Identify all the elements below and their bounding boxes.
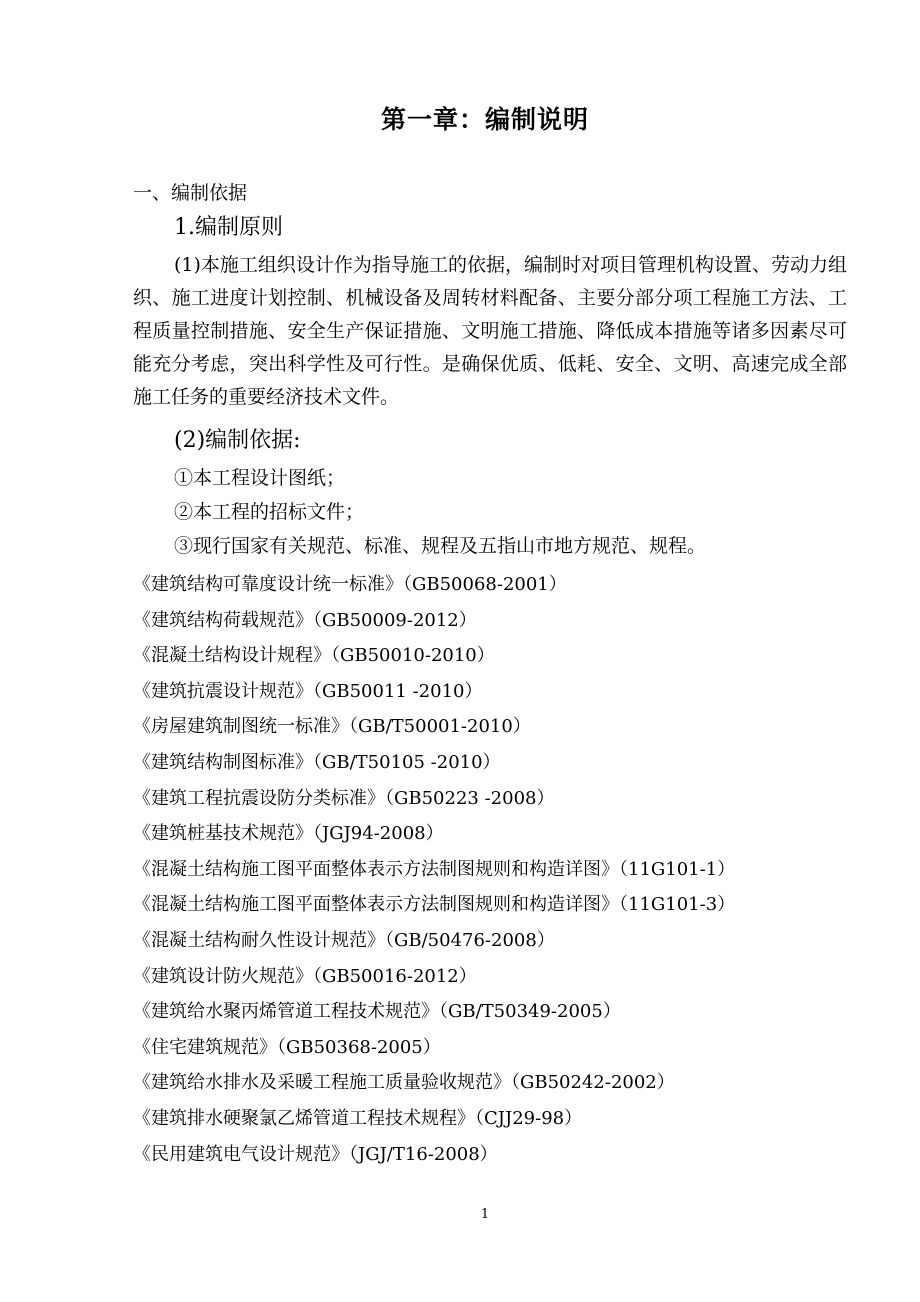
standard-item: 《混凝土结构耐久性设计规范》（GB/50476-2008） [133, 929, 555, 951]
sub-heading: 1.编制原则 [174, 215, 283, 240]
standard-item: 《民用建筑电气设计规范》（JGJ/T16-2008） [133, 1143, 498, 1165]
chapter-title: 第一章：编制说明 [380, 105, 589, 134]
standard-item: 《建筑给水排水及采暖工程施工质量验收规范》（GB50242-2002） [133, 1072, 675, 1094]
standard-item: 《建筑桩基技术规范》（JGJ94-2008） [133, 823, 444, 845]
standard-item: 《混凝土结构施工图平面整体表示方法制图规则和构造详图》（11G101-1） [133, 858, 736, 880]
standard-item: 《建筑设计防火规范》（GB50016-2012） [133, 965, 477, 987]
basis-item: ①本工程设计图纸； [174, 467, 346, 489]
standard-item: 《房屋建筑制图统一标准》（GB/T50001-2010） [133, 716, 531, 738]
standard-item: 《住宅建筑规范》（GB50368-2005） [133, 1036, 441, 1058]
standard-item: 《建筑抗震设计规范》（GB50011 -2010） [133, 680, 483, 702]
basis-item: ③现行国家有关规范、标准、规程及五指山市地方规范、规程。 [174, 535, 707, 557]
standard-item: 《混凝土结构施工图平面整体表示方法制图规则和构造详图》（11G101-3） [133, 894, 736, 916]
page-number: 1 [480, 1207, 490, 1222]
section-heading: 一、编制依据 [133, 182, 248, 204]
standard-item: 《混凝土结构设计规程》（GB50010-2010） [133, 645, 495, 667]
standard-item: 《建筑工程抗震设防分类标准》（GB50223 -2008） [133, 787, 555, 809]
basis-item: ②本工程的招标文件； [174, 501, 365, 523]
principle-paragraph: (1)本施工组织设计作为指导施工的依据，编制时对项目管理机构设置、劳动力组织、施工进度计划控制、机械设备及周转材料配备、主要分部分项工程施工方法、工程质量控制措施、安全生产保证措施、文明施工措施、降低成本措施等诸多因素尽可能充分考虑，突出科学性及可行性。是确保优质、低耗、安全、文明、高速完成全部施工任务的重要经济技术文件。 [133, 254, 847, 408]
basis-heading: (2)编制依据: [174, 428, 301, 453]
basis-list [174, 461, 706, 563]
standards-list [133, 567, 873, 1172]
standard-item: 《建筑排水硬聚氯乙烯管道工程技术规程》（CJJ29-98） [133, 1107, 583, 1129]
standard-item: 《建筑结构可靠度设计统一标准》（GB50068-2001） [133, 574, 567, 595]
standard-item: 《建筑结构制图标准》（GB/T50105 -2010） [133, 751, 501, 773]
standard-item: 《建筑结构荷载规范》（GB50009-2012） [133, 609, 477, 631]
standard-item: 《建筑给水聚丙烯管道工程技术规范》（GB/T50349-2005） [133, 1001, 621, 1023]
